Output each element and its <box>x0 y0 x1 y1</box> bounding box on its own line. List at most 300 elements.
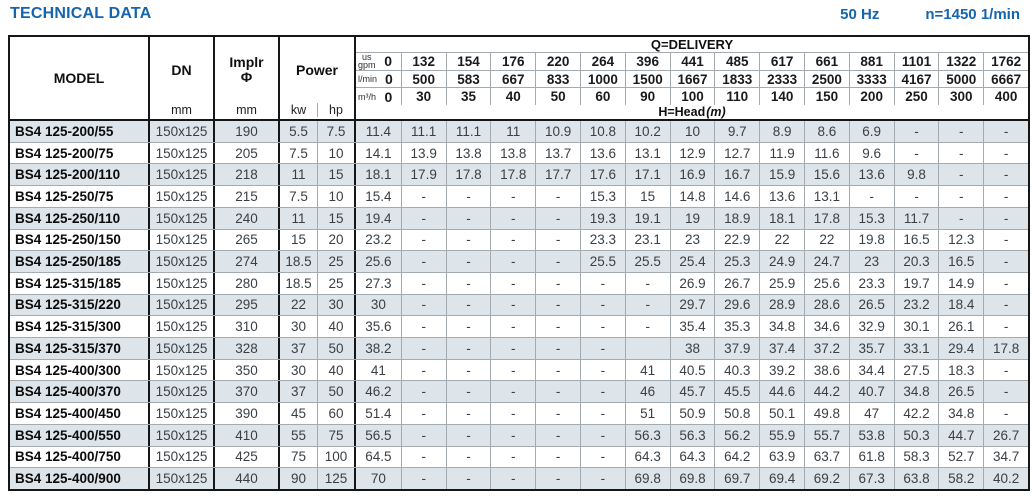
head-value-cell: 51.4 <box>365 405 392 421</box>
head-value-cell: - <box>894 186 939 207</box>
flow-value-cell: 200 <box>849 88 894 105</box>
head-value-cell: - <box>490 381 535 402</box>
dn-cell: 150x125 <box>150 143 215 164</box>
head-value-cell: 18.3 <box>938 360 983 381</box>
head-value-cell: - <box>938 186 983 207</box>
hp-cell: 25 <box>318 251 356 272</box>
dn-cell: 150x125 <box>150 381 215 402</box>
flow-value-cell: 396 <box>625 53 670 70</box>
head-value-cell: - <box>446 230 491 251</box>
impeller-cell: 440 <box>215 468 280 489</box>
head-value-cell: 13.6 <box>759 186 804 207</box>
model-column-header <box>10 37 150 119</box>
flow-value-cell: 400 <box>983 88 1028 105</box>
dn-cell: 150x125 <box>150 230 215 251</box>
model-cell: BS4 125-400/370 <box>10 381 150 402</box>
kw-unit-label: kw <box>290 103 307 117</box>
head-value-cell: - <box>490 447 535 468</box>
head-value-cell: 40.7 <box>849 381 894 402</box>
kw-cell: 55 <box>280 425 318 446</box>
flow-value-cell: 4167 <box>894 71 939 88</box>
flow-value-cell: 154 <box>446 53 491 70</box>
flow-unit-label: m³/h <box>358 91 376 102</box>
head-value-cell: 26.1 <box>938 316 983 337</box>
flow-zero-cell <box>356 53 401 70</box>
head-value-cell <box>625 338 670 359</box>
head-value-cell: 14.9 <box>938 273 983 294</box>
flow-value-cell: 441 <box>670 53 715 70</box>
flow-zero-cell <box>356 88 401 105</box>
head-value-cell: 12.3 <box>938 230 983 251</box>
head-value-cell: 19.4 <box>365 210 392 226</box>
dn-column-header <box>150 37 215 119</box>
head-value-cell: - <box>580 381 625 402</box>
kw-cell: 45 <box>280 403 318 424</box>
head-unit-label: (m) <box>706 105 726 119</box>
head-value-cell: - <box>401 338 446 359</box>
flow-value-cell: 140 <box>759 88 804 105</box>
head-value-cell: 11.9 <box>759 143 804 164</box>
head-value-cell: 10.8 <box>580 121 625 142</box>
hp-cell: 15 <box>318 208 356 229</box>
table-row <box>10 380 1028 402</box>
head-value-cell: 29.7 <box>670 295 715 316</box>
hp-cell: 60 <box>318 403 356 424</box>
table-row <box>10 272 1028 294</box>
head-value-cell: - <box>446 381 491 402</box>
head-value-cell: 11.7 <box>894 208 939 229</box>
head-value-cell: 35.7 <box>849 338 894 359</box>
head-value-cell: 13.6 <box>580 143 625 164</box>
head-value-cell: 34.8 <box>759 316 804 337</box>
model-cell: BS4 125-400/550 <box>10 425 150 446</box>
head-value-cell: - <box>401 360 446 381</box>
head-value-cell: - <box>580 360 625 381</box>
table-row <box>10 207 1028 229</box>
head-value-cell: 63.8 <box>894 468 939 489</box>
head-value-cell: 26.9 <box>670 273 715 294</box>
flow-value-cell: 1322 <box>938 53 983 70</box>
model-cell: BS4 125-250/110 <box>10 208 150 229</box>
head-value-cell: 28.9 <box>759 295 804 316</box>
kw-cell: 75 <box>280 447 318 468</box>
flow-value-cell: 2500 <box>804 71 849 88</box>
kw-cell: 30 <box>280 316 318 337</box>
head-value-cell: - <box>580 425 625 446</box>
flow-value-cell: 176 <box>490 53 535 70</box>
head-value-cell: 9.7 <box>714 121 759 142</box>
head-value-cell: - <box>535 316 580 337</box>
head-value-cell: 15.3 <box>580 186 625 207</box>
flow-value-cell: 0 <box>384 88 393 105</box>
head-value-cell: - <box>535 295 580 316</box>
head-value-cell: 17.8 <box>983 338 1028 359</box>
head-value-cell: - <box>446 360 491 381</box>
head-value-cell: - <box>938 208 983 229</box>
head-value-cell: 22 <box>759 230 804 251</box>
head-value-cell: - <box>490 403 535 424</box>
flow-value-cell: 0 <box>385 71 393 87</box>
dn-header-label: DN <box>171 61 192 78</box>
dn-cell: 150x125 <box>150 316 215 337</box>
head-value-cell: 25.6 <box>804 273 849 294</box>
flow-row <box>356 70 1028 88</box>
head-value-cell: 69.4 <box>759 468 804 489</box>
head-value-cell: 38.6 <box>804 360 849 381</box>
head-value-cell: 61.8 <box>849 447 894 468</box>
head-value-cell: 32.9 <box>849 316 894 337</box>
head-value-cell: 22.9 <box>714 230 759 251</box>
head-value-cell: - <box>401 230 446 251</box>
flow-value-cell: 40 <box>490 88 535 105</box>
impeller-cell: 205 <box>215 143 280 164</box>
table-row <box>10 250 1028 272</box>
head-value-cell: 25.5 <box>580 251 625 272</box>
dn-cell: 150x125 <box>150 273 215 294</box>
head-value-cell: - <box>983 251 1028 272</box>
head-value-cell: - <box>535 468 580 489</box>
head-value-cell: 58.3 <box>894 447 939 468</box>
head-value-cell: 44.2 <box>804 381 849 402</box>
head-value-cell: 37.9 <box>714 338 759 359</box>
table-row <box>10 229 1028 251</box>
flow-value-cell: 1500 <box>625 71 670 88</box>
dn-cell: 150x125 <box>150 295 215 316</box>
head-value-cell: - <box>983 143 1028 164</box>
head-value-cell: 40.3 <box>714 360 759 381</box>
hp-cell: 75 <box>318 425 356 446</box>
head-value-cell: - <box>446 251 491 272</box>
head-value-cell: 20.3 <box>894 251 939 272</box>
hp-cell: 20 <box>318 230 356 251</box>
head-value-cell: 63.9 <box>759 447 804 468</box>
head-value-cell: 17.7 <box>535 164 580 185</box>
head-value-cell: 23.3 <box>849 273 894 294</box>
head-value-cell: 34.6 <box>804 316 849 337</box>
impeller-cell: 410 <box>215 425 280 446</box>
head-value-cell: 15 <box>625 186 670 207</box>
head-value-cell: 18.1 <box>365 167 392 183</box>
head-value-cell: 64.5 <box>365 449 392 465</box>
head-value-cell: 64.2 <box>714 447 759 468</box>
head-value-cell: 12.9 <box>670 143 715 164</box>
head-value-cell: - <box>446 468 491 489</box>
hp-cell: 30 <box>318 295 356 316</box>
head-value-cell: - <box>625 295 670 316</box>
head-value-cell: 23 <box>670 230 715 251</box>
table-row <box>10 424 1028 446</box>
head-value-cell: - <box>446 186 491 207</box>
head-value-cell: 19.7 <box>894 273 939 294</box>
head-value-cell: - <box>625 316 670 337</box>
table-header <box>10 37 1028 121</box>
flow-value-cell: 0 <box>384 53 393 70</box>
head-value-cell: - <box>490 208 535 229</box>
head-value-cell: - <box>446 295 491 316</box>
impeller-unit-label: mm <box>236 103 257 117</box>
head-value-cell: - <box>490 295 535 316</box>
impeller-cell: 280 <box>215 273 280 294</box>
flow-row <box>356 53 1028 70</box>
hp-cell: 25 <box>318 273 356 294</box>
head-value-cell: 17.8 <box>490 164 535 185</box>
head-value-cell: 29.4 <box>938 338 983 359</box>
head-value-cell: 37.2 <box>804 338 849 359</box>
hp-cell: 50 <box>318 381 356 402</box>
kw-cell: 7.5 <box>280 186 318 207</box>
head-value-cell: 56.3 <box>670 425 715 446</box>
head-value-cell: - <box>983 360 1028 381</box>
head-value-cell: 50.9 <box>670 403 715 424</box>
head-value-cell: 18.9 <box>714 208 759 229</box>
hp-cell: 7.5 <box>318 121 356 142</box>
head-value-cell: 15.3 <box>849 208 894 229</box>
head-value-cell: - <box>535 381 580 402</box>
flow-value-cell: 2333 <box>759 71 804 88</box>
head-value-cell: 26.5 <box>938 381 983 402</box>
head-value-cell: - <box>401 186 446 207</box>
head-value-cell: 64.3 <box>625 447 670 468</box>
head-value-cell: 69.8 <box>670 468 715 489</box>
impeller-cell: 310 <box>215 316 280 337</box>
head-value-cell: 16.9 <box>670 164 715 185</box>
head-value-cell: 13.7 <box>535 143 580 164</box>
flow-value-cell: 583 <box>446 71 491 88</box>
head-value-cell: 34.7 <box>983 447 1028 468</box>
head-value-cell: 29.6 <box>714 295 759 316</box>
head-value-cell: 34.4 <box>849 360 894 381</box>
dn-cell: 150x125 <box>150 251 215 272</box>
head-value-cell: - <box>938 143 983 164</box>
head-value-cell: 23.3 <box>580 230 625 251</box>
head-value-cell: 17.8 <box>446 164 491 185</box>
head-value-cell: 19.1 <box>625 208 670 229</box>
dn-unit-label: mm <box>171 103 192 117</box>
head-value-cell: - <box>535 403 580 424</box>
impeller-cell: 215 <box>215 186 280 207</box>
head-value-cell: 69.8 <box>625 468 670 489</box>
head-label: H=Head <box>658 105 706 119</box>
head-value-cell: - <box>535 230 580 251</box>
head-value-cell: 13.9 <box>401 143 446 164</box>
model-cell: BS4 125-400/300 <box>10 360 150 381</box>
impeller-cell: 218 <box>215 164 280 185</box>
dn-cell: 150x125 <box>150 468 215 489</box>
head-value-cell: - <box>983 381 1028 402</box>
head-value-cell: 13.8 <box>446 143 491 164</box>
head-value-cell: 45.7 <box>670 381 715 402</box>
table-row <box>10 446 1028 468</box>
head-value-cell: 55.9 <box>759 425 804 446</box>
head-value-cell: 35.3 <box>714 316 759 337</box>
head-value-cell: 13.1 <box>625 143 670 164</box>
table-row <box>10 294 1028 316</box>
dn-cell: 150x125 <box>150 164 215 185</box>
head-value-cell: 15.6 <box>804 164 849 185</box>
flow-value-cell: 150 <box>804 88 849 105</box>
head-value-cell: 45.5 <box>714 381 759 402</box>
table-row <box>10 359 1028 381</box>
head-value-cell: - <box>535 338 580 359</box>
table-row <box>10 337 1028 359</box>
table-row <box>10 142 1028 164</box>
impeller-cell: 328 <box>215 338 280 359</box>
head-value-cell: 11.1 <box>401 121 446 142</box>
model-cell: BS4 125-250/150 <box>10 230 150 251</box>
head-value-cell: 70 <box>370 471 386 487</box>
head-value-cell: 10.2 <box>625 121 670 142</box>
table-row <box>10 185 1028 207</box>
head-value-cell: 37.4 <box>759 338 804 359</box>
flow-row <box>356 87 1028 105</box>
head-value-cell: - <box>894 143 939 164</box>
head-value-cell: 34.8 <box>894 381 939 402</box>
head-value-cell: 18.4 <box>938 295 983 316</box>
head-value-cell: 44.6 <box>759 381 804 402</box>
head-value-cell: - <box>580 295 625 316</box>
head-value-cell: 16.5 <box>894 230 939 251</box>
dn-cell: 150x125 <box>150 186 215 207</box>
kw-cell: 15 <box>280 230 318 251</box>
head-value-cell: - <box>446 447 491 468</box>
head-value-cell: - <box>983 273 1028 294</box>
head-value-cell: 51 <box>625 403 670 424</box>
model-cell: BS4 125-200/110 <box>10 164 150 185</box>
head-value-cell: - <box>490 338 535 359</box>
head-value-cell: - <box>446 208 491 229</box>
speed-label: n=1450 1/min <box>925 6 1020 23</box>
head-value-cell: 14.6 <box>714 186 759 207</box>
head-value-cell: 18.1 <box>759 208 804 229</box>
head-value-cell: 56.5 <box>365 427 392 443</box>
head-value-cell: 53.8 <box>849 425 894 446</box>
flow-unit-label: l/min <box>358 74 378 84</box>
head-value-cell: - <box>401 208 446 229</box>
flow-value-cell: 3333 <box>849 71 894 88</box>
flow-value-cell: 50 <box>535 88 580 105</box>
head-value-cell: 55.7 <box>804 425 849 446</box>
head-value-cell: 11.1 <box>446 121 491 142</box>
head-value-cell: 35.6 <box>365 319 392 335</box>
head-value-cell: - <box>580 468 625 489</box>
head-value-cell: - <box>490 316 535 337</box>
head-value-cell: - <box>625 273 670 294</box>
head-value-cell: 17.8 <box>804 208 849 229</box>
head-value-cell: 52.7 <box>938 447 983 468</box>
hp-cell: 50 <box>318 338 356 359</box>
model-cell: BS4 125-400/750 <box>10 447 150 468</box>
head-value-cell: 9.6 <box>849 143 894 164</box>
kw-cell: 22 <box>280 295 318 316</box>
dn-cell: 150x125 <box>150 121 215 142</box>
head-value-cell: 23.2 <box>894 295 939 316</box>
head-value-cell: 16.5 <box>938 251 983 272</box>
flow-value-cell: 485 <box>714 53 759 70</box>
head-value-cell: 67.3 <box>849 468 894 489</box>
head-value-cell: 11 <box>490 121 535 142</box>
kw-cell: 18.5 <box>280 251 318 272</box>
head-value-cell: 50.8 <box>714 403 759 424</box>
head-value-cell: - <box>401 447 446 468</box>
head-header-label <box>356 105 1028 119</box>
head-value-cell: 19.3 <box>580 208 625 229</box>
head-value-cell: - <box>490 251 535 272</box>
technical-data-table <box>8 35 1030 491</box>
head-value-cell: 23 <box>849 251 894 272</box>
head-value-cell: 38 <box>670 338 715 359</box>
power-units <box>280 103 354 119</box>
head-value-cell: - <box>938 164 983 185</box>
hp-cell: 40 <box>318 360 356 381</box>
model-cell: BS4 125-315/370 <box>10 338 150 359</box>
head-value-cell: 25.3 <box>714 251 759 272</box>
head-value-cell: 41 <box>370 362 386 378</box>
head-value-cell: - <box>490 230 535 251</box>
model-cell: BS4 125-315/300 <box>10 316 150 337</box>
head-value-cell: - <box>401 381 446 402</box>
head-value-cell: - <box>490 425 535 446</box>
head-value-cell: - <box>401 468 446 489</box>
head-value-cell: 27.3 <box>365 275 392 291</box>
head-value-cell: 13.6 <box>849 164 894 185</box>
impeller-cell: 370 <box>215 381 280 402</box>
head-value-cell: 17.9 <box>401 164 446 185</box>
hp-unit-label: hp <box>317 103 354 117</box>
dn-cell: 150x125 <box>150 338 215 359</box>
dn-cell: 150x125 <box>150 447 215 468</box>
head-value-cell: - <box>535 251 580 272</box>
head-value-cell: 56.2 <box>714 425 759 446</box>
head-value-cell: 69.2 <box>804 468 849 489</box>
flow-value-cell: 1762 <box>983 53 1028 70</box>
head-value-cell: - <box>983 186 1028 207</box>
flow-value-cell: 1833 <box>714 71 759 88</box>
head-value-cell: 39.2 <box>759 360 804 381</box>
flow-value-cell: 661 <box>804 53 849 70</box>
head-value-cell: - <box>490 273 535 294</box>
flow-value-cell: 1667 <box>670 71 715 88</box>
flow-value-cell: 1101 <box>894 53 939 70</box>
head-value-cell: 63.7 <box>804 447 849 468</box>
head-value-cell: - <box>401 425 446 446</box>
impeller-cell: 265 <box>215 230 280 251</box>
head-value-cell: 56.3 <box>625 425 670 446</box>
head-value-cell: - <box>983 164 1028 185</box>
table-row <box>10 121 1028 142</box>
head-value-cell: 9.8 <box>894 164 939 185</box>
model-cell: BS4 125-315/185 <box>10 273 150 294</box>
head-value-cell: - <box>580 403 625 424</box>
head-value-cell: - <box>490 360 535 381</box>
impeller-column-header <box>215 37 280 119</box>
impeller-cell: 190 <box>215 121 280 142</box>
head-value-cell: 19.8 <box>849 230 894 251</box>
head-value-cell: - <box>535 186 580 207</box>
head-value-cell: 64.3 <box>670 447 715 468</box>
flow-value-cell: 90 <box>625 88 670 105</box>
hp-cell: 10 <box>318 186 356 207</box>
head-value-cell: - <box>938 121 983 142</box>
hp-cell: 100 <box>318 447 356 468</box>
model-cell: BS4 125-315/220 <box>10 295 150 316</box>
model-cell: BS4 125-400/900 <box>10 468 150 489</box>
head-value-cell: 42.2 <box>894 403 939 424</box>
head-value-cell: 47 <box>849 403 894 424</box>
head-value-cell: 25.6 <box>365 254 392 270</box>
table-row <box>10 315 1028 337</box>
head-value-cell: - <box>446 316 491 337</box>
delivery-header-block <box>356 37 1028 119</box>
